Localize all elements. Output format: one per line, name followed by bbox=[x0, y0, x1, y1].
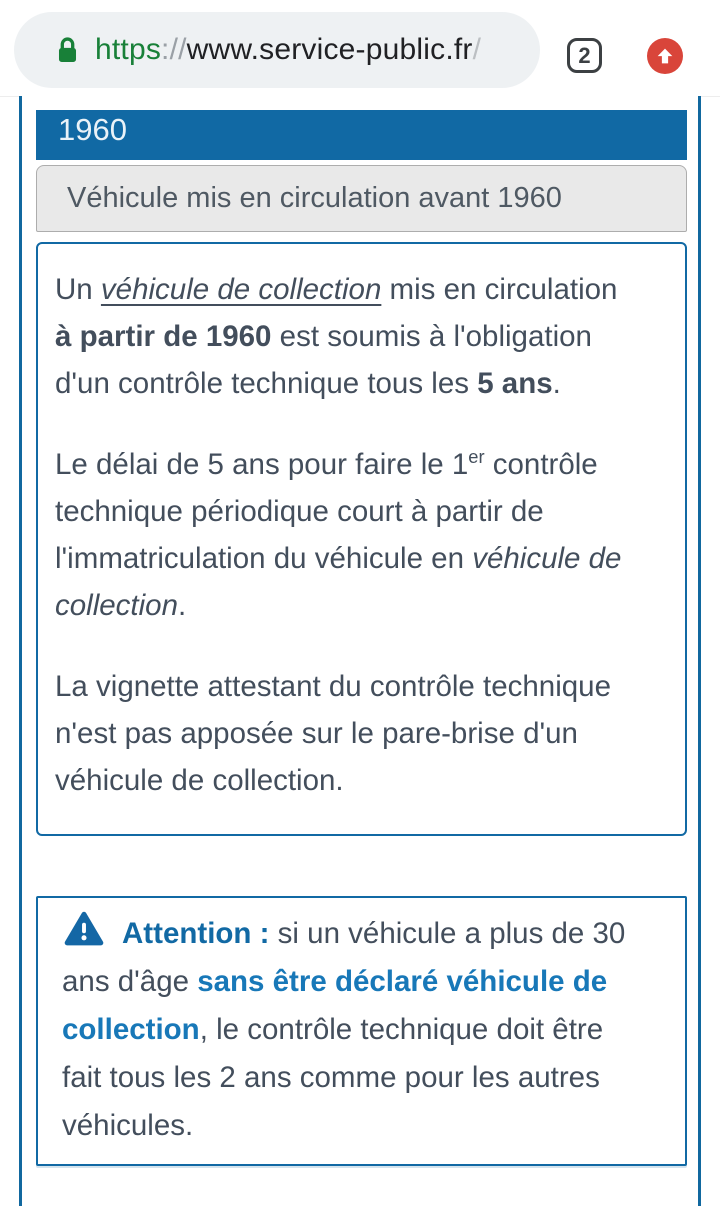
superscript-er: er bbox=[468, 446, 485, 468]
italic-text: véhicule de bbox=[472, 542, 622, 575]
text: mis en circulation bbox=[381, 273, 618, 306]
url-separator: :// bbox=[161, 33, 187, 66]
text: technique périodique court à partir de bbox=[55, 495, 544, 528]
text: l'immatriculation du véhicule en bbox=[55, 542, 473, 575]
browser-toolbar bbox=[0, 0, 720, 97]
url-host: www.service-public.fr bbox=[186, 33, 473, 66]
active-tab-label: 1960 bbox=[58, 112, 127, 147]
paragraph-1 bbox=[55, 266, 671, 407]
url-truncated-tail: / bbox=[472, 33, 482, 66]
text: d'un contrôle technique tous les bbox=[55, 367, 478, 400]
bold-text: 5 ans bbox=[477, 367, 553, 400]
tab-vehicule-avant-1960[interactable] bbox=[36, 165, 687, 232]
attention-label: Attention : bbox=[122, 917, 270, 950]
link-vehicule-de-collection[interactable]: véhicule de collection bbox=[100, 273, 382, 306]
up-arrow-icon bbox=[654, 45, 676, 67]
text: est soumis à l'obligation bbox=[271, 320, 592, 353]
text: véhicule de collection. bbox=[55, 764, 344, 797]
address-bar[interactable] bbox=[14, 12, 540, 88]
tab-vehicule-apres-1960[interactable] bbox=[36, 110, 687, 160]
text: , le contrôle technique doit être bbox=[199, 1013, 604, 1046]
text: Un bbox=[55, 273, 101, 306]
text: . bbox=[552, 367, 561, 400]
paragraph-3 bbox=[55, 663, 671, 804]
tab-panel-content bbox=[36, 242, 687, 836]
text: n'est pas apposée sur le pare-brise d'un bbox=[55, 717, 578, 750]
lock-icon[interactable] bbox=[54, 35, 81, 65]
warning-triangle-icon bbox=[64, 911, 104, 947]
page-container bbox=[19, 96, 701, 1206]
chrome-update-button[interactable] bbox=[647, 38, 683, 74]
text: contrôle bbox=[484, 448, 598, 481]
tab-count: 2 bbox=[578, 42, 591, 68]
bold-text: à partir de 1960 bbox=[55, 320, 272, 353]
text: Le délai de 5 ans pour faire le 1 bbox=[55, 448, 469, 481]
text: si un véhicule a plus de 30 bbox=[269, 917, 626, 950]
italic-text: collection bbox=[55, 589, 178, 622]
text: ans d'âge bbox=[62, 965, 198, 998]
paragraph-2 bbox=[55, 441, 671, 629]
emphasis-declare-collection: sans être déclaré véhicule de bbox=[197, 965, 608, 998]
tab-switcher-button[interactable] bbox=[567, 38, 602, 73]
text: fait tous les 2 ans comme pour les autres bbox=[62, 1061, 600, 1094]
attention-callout bbox=[36, 896, 687, 1166]
text: La vignette attestant du contrôle technique bbox=[55, 670, 611, 703]
inactive-tab-label: Véhicule mis en circulation avant 1960 bbox=[67, 182, 562, 214]
emphasis-declare-collection: collection bbox=[62, 1013, 200, 1046]
text: . bbox=[177, 589, 187, 622]
text: véhicules. bbox=[62, 1109, 194, 1142]
url-scheme: https bbox=[95, 33, 162, 66]
url-text bbox=[95, 33, 481, 67]
